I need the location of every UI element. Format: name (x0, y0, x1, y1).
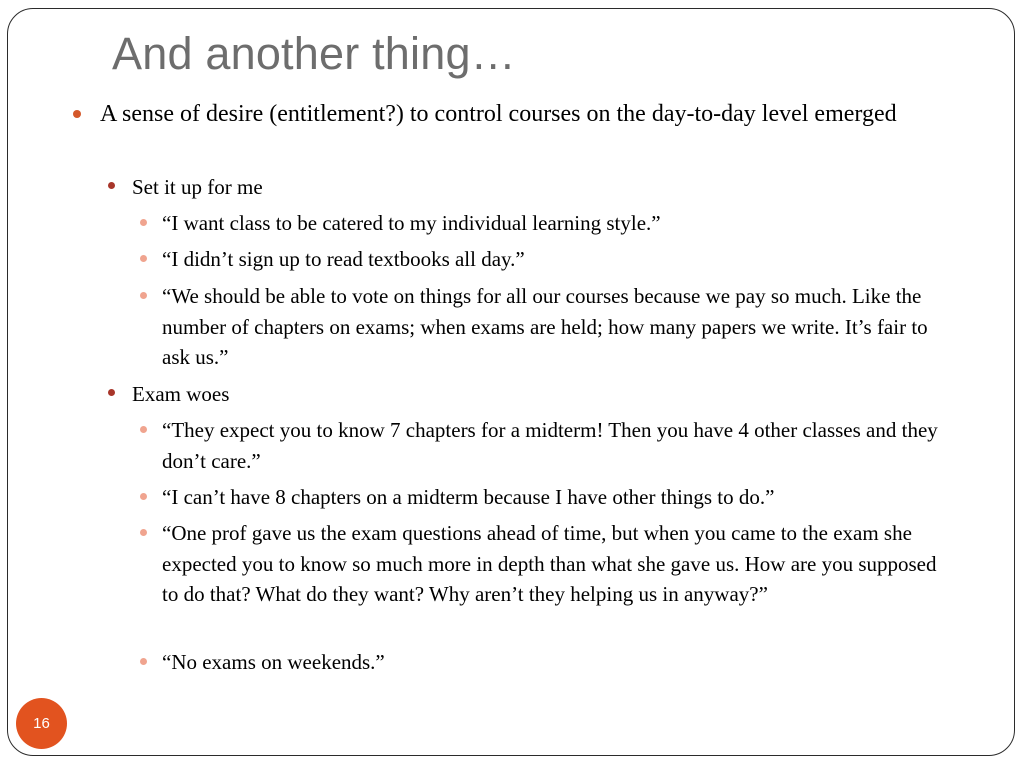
quote-text: “No exams on weekends.” (162, 650, 385, 674)
bullet-setup-heading-text: Set it up for me (132, 175, 263, 199)
quote-item (162, 281, 952, 373)
bullet-dot-icon (73, 110, 81, 118)
bullet-dot-icon (140, 255, 147, 262)
bullet-main-text: A sense of desire (entitlement?) to control courses on the day-to-day level emerged (100, 101, 897, 127)
bullet-dot-icon (140, 426, 147, 433)
bullet-dot-icon (140, 219, 147, 226)
quote-item (162, 244, 952, 275)
bullet-dot-icon (108, 182, 115, 189)
slide-title: And another thing… (112, 28, 516, 79)
quote-text: “I want class to be catered to my individual learning style.” (162, 211, 661, 235)
bullet-dot-icon (140, 493, 147, 500)
quote-text: “I can’t have 8 chapters on a midterm because I have other things to do.” (162, 485, 775, 509)
quote-text: “They expect you to know 7 chapters for a midterm! Then you have 4 other classes and they don’t care.” (162, 418, 938, 473)
quote-item (162, 518, 952, 610)
quote-item (162, 482, 952, 513)
quote-item (162, 208, 952, 239)
bullet-setup-heading (132, 172, 263, 202)
bullet-dot-icon (140, 529, 147, 536)
page-number-badge (16, 698, 67, 749)
bullet-main (100, 98, 960, 131)
quote-item (162, 415, 952, 476)
quote-text: “We should be able to vote on things for all our courses because we pay so much. Like the number of chapters on exams; when exams are held; how many papers we write. It’s fair to ask us.” (162, 284, 928, 369)
bullet-dot-icon (140, 292, 147, 299)
bullet-exams-heading (132, 379, 229, 409)
bullet-exams-heading-text: Exam woes (132, 382, 230, 406)
quote-text: “One prof gave us the exam questions ahead of time, but when you came to the exam she expected you to know so much more in depth than what she gave us. How are you supposed to do that? What do they want? Why aren’t they helping us in anyway?” (162, 521, 937, 606)
bullet-dot-icon (140, 658, 147, 665)
bullet-dot-icon (108, 389, 115, 396)
quote-text: “I didn’t sign up to read textbooks all day.” (162, 247, 525, 271)
quote-item (162, 647, 952, 678)
page-number: 16 (33, 715, 50, 732)
